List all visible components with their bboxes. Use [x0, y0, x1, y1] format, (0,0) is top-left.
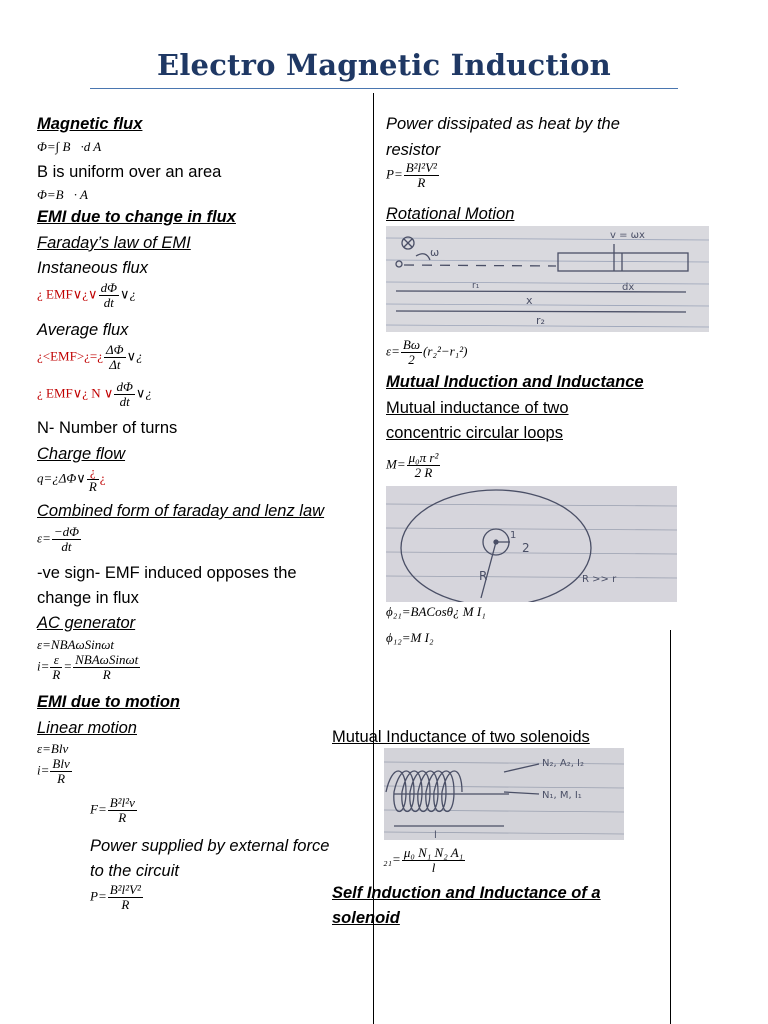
eq-n-turns-emf: ¿ EMF∨¿ N ∨ $\frac{d\Phi}{dt}$ ∨¿: [37, 379, 152, 409]
loops-sketch-svg: [386, 486, 677, 602]
page-title: Electro Magnetic Induction: [157, 48, 611, 82]
eq-linear-emf: ε=Blv: [37, 741, 69, 756]
heading-faraday: Faraday’s law of EMI: [37, 234, 191, 252]
text-mutual-loops-2: concentric circular loops: [386, 424, 563, 442]
eq-magnetic-flux: Φ=∫ B⃗·d A⃗: [37, 139, 112, 154]
text-power-heat-2: resistor: [386, 141, 441, 159]
heading-magnetic-flux: Magnetic flux: [37, 115, 143, 133]
loops-label-condition: R >> r: [582, 574, 617, 585]
text-ve-sign-2: change in flux: [37, 589, 139, 607]
loops-label-1: 1: [510, 530, 517, 541]
heading-emi-change: EMI due to change in flux: [37, 208, 236, 226]
solenoids-sketch-svg: [384, 748, 624, 840]
text-ve-sign-1: -ve sign- EMF induced opposes the: [37, 564, 297, 582]
sol-label-outer: N₂, A₂, I₂: [542, 758, 585, 769]
title-underline: [90, 88, 678, 89]
heading-mutual-induction: Mutual Induction and Inductance: [386, 373, 644, 391]
heading-charge-flow: Charge flow: [37, 445, 126, 463]
concentric-loops-sketch: [386, 486, 677, 602]
eq-instantaneous-emf: ¿ EMF∨¿∨ $\frac{d\Phi}{dt}$ ∨¿: [37, 280, 136, 310]
heading-rotational-motion: Rotational Motion: [386, 205, 515, 223]
eq-charge-flow: q=¿ΔΦ∨ $\frac{¿}{R}$ ¿: [37, 464, 106, 494]
text-n-turns: N- Number of turns: [37, 419, 178, 437]
eq-force: F= $\frac{\text{B²l²v}}{R}$: [90, 795, 135, 825]
loops-label-r: R: [479, 569, 488, 583]
solenoids-sketch: [384, 748, 624, 840]
text-average-flux: Average flux: [37, 321, 129, 339]
text-uniform-b: B is uniform over an area: [37, 163, 222, 181]
eq-ac-current: i= $\frac{\varepsilon}{R}$ = $\frac{\text{NBAωSinωt}}{R}$: [37, 652, 139, 682]
heading-combined-law: Combined form of faraday and lenz law: [37, 502, 325, 520]
rot-label-r2: r₂: [536, 314, 545, 327]
sol-label-inner: N₁, M, I₁: [542, 790, 582, 801]
eq-average-emf: ¿<EMF>¿=¿ $\frac{\Delta\Phi}{\Delta t}$ ∨¿: [37, 342, 143, 372]
eq-rotational-emf: ε= $\frac{B\omega}{2}$ (r₂²−r₁²): [386, 337, 468, 367]
rot-label-omega: ω: [430, 246, 440, 259]
eq-power-supplied: P= $\frac{\text{B²l²V²}}{R}$: [90, 882, 141, 912]
rotational-motion-sketch: [386, 226, 709, 332]
eq-mutual-loops: M= $\frac{\text{μ₀π r²}}{2 R}$: [386, 450, 439, 480]
rot-label-v: v = ωx: [610, 230, 645, 241]
rot-label-dx: dx: [622, 282, 635, 293]
rot-label-x: x: [526, 294, 533, 307]
eq-phi21: ϕ₂₁=BACosθ¿ M I₁: [386, 604, 486, 619]
eq-linear-current: i= $\frac{\text{Blv}}{R}$: [37, 756, 70, 786]
eq-combined-law: ε= $\frac{-d\Phi}{dt}$: [37, 524, 80, 554]
text-power-heat-1: Power dissipated as heat by the: [386, 115, 620, 133]
heading-linear-motion: Linear motion: [37, 719, 137, 737]
loops-label-2: 2: [522, 541, 530, 555]
rotational-sketch-svg: [386, 226, 709, 332]
text-power-supplied-1: Power supplied by external force: [90, 837, 330, 855]
heading-self-induction-1: Self Induction and Inductance of a: [332, 884, 601, 902]
text-instantaneous: Instaneous flux: [37, 259, 148, 277]
eq-solenoid-mutual: ₂₁= $\frac{\text{μ₀ N₁ N₂ A₁}}{l}$: [383, 845, 464, 875]
eq-uniform-flux: Φ=B⃗· A⃗: [37, 187, 99, 202]
eq-phi12: ϕ₁₂=M I₂: [386, 630, 434, 645]
sol-label-length: l: [434, 830, 437, 840]
heading-self-induction-2: solenoid: [332, 909, 400, 927]
heading-ac-generator: AC generator: [37, 614, 136, 632]
column-divider-right: [670, 630, 671, 1024]
text-power-supplied-2: to the circuit: [90, 862, 179, 880]
heading-emi-motion: EMI due to motion: [37, 693, 180, 711]
eq-power-heat: P= $\frac{\text{B²l²V²}}{R}$: [386, 160, 437, 190]
heading-mutual-solenoids: Mutual Inductance of two solenoids: [332, 728, 590, 746]
rot-label-r1: r₁: [472, 281, 480, 291]
eq-ac-emf: ε=NBAωSinωt: [37, 637, 115, 652]
text-mutual-loops-1: Mutual inductance of two: [386, 399, 569, 417]
